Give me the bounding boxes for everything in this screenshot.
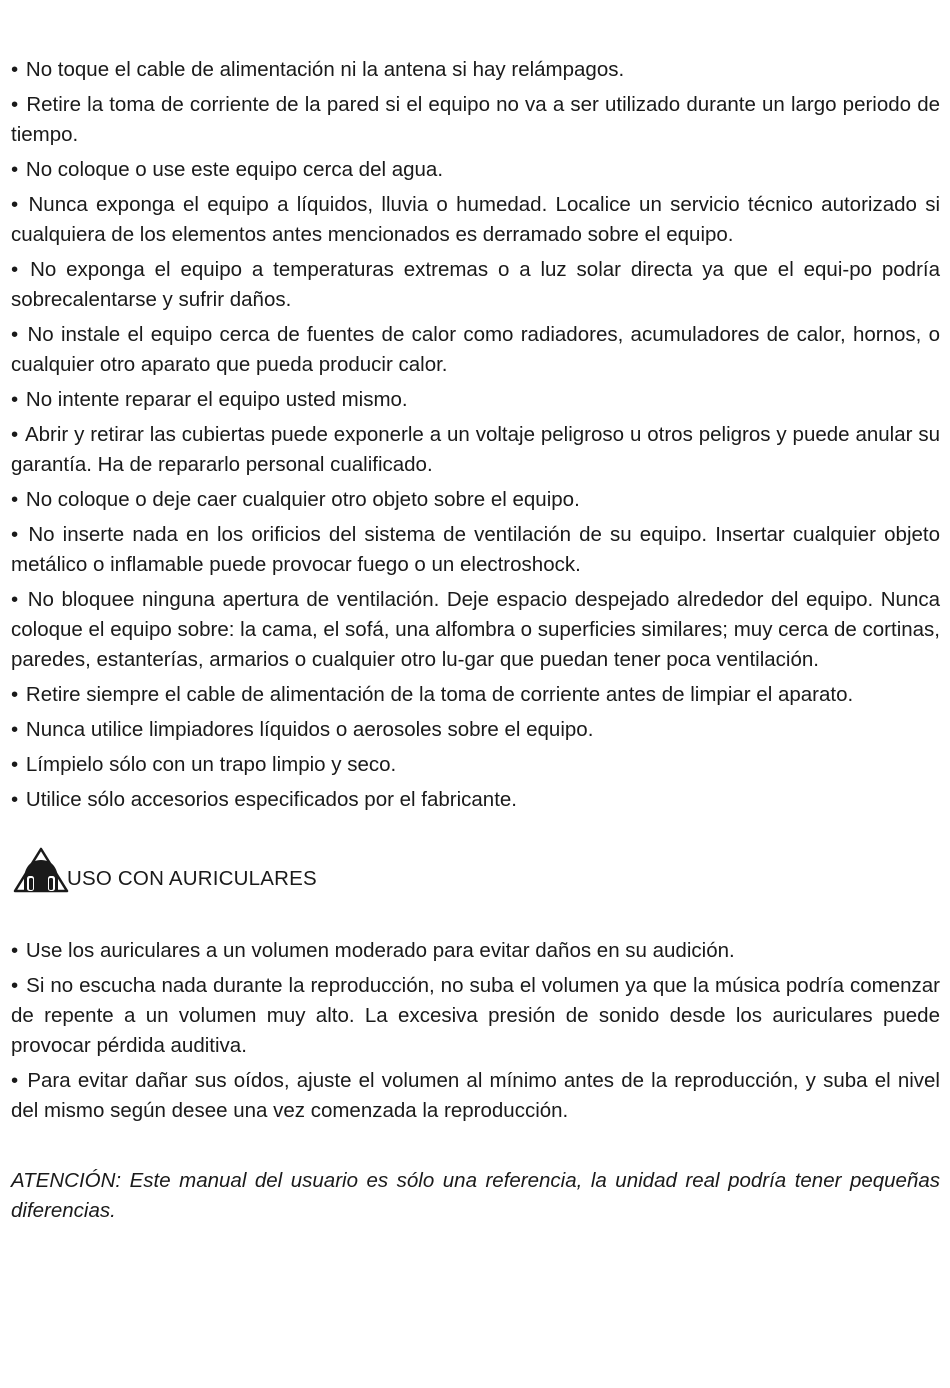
bullet-dot: • bbox=[11, 523, 19, 546]
list-item-text: Límpielo sólo con un trapo limpio y seco. bbox=[25, 753, 397, 776]
list-item-text: Use los auriculares a un volumen moderado para evitar daños en su audición. bbox=[25, 939, 735, 962]
list-item-text: Nunca utilice limpiadores líquidos o aerosoles sobre el equipo. bbox=[25, 718, 594, 741]
list-item bbox=[11, 936, 940, 966]
list-item-text: No inserte nada en los orificios del sistema de ventilación de su equipo. Insertar cualquier objeto metálico o inflamable puede provocar fuego o un electroshock. bbox=[11, 523, 940, 576]
list-item-text: Retire siempre el cable de alimentación de la toma de corriente antes de limpiar el aparato. bbox=[25, 683, 854, 706]
bullet-dot: • bbox=[11, 58, 19, 81]
list-item-text: No exponga el equipo a temperaturas extremas o a luz solar directa ya que el equi-po podría sobrecalentarse y sufrir daños. bbox=[11, 258, 940, 311]
list-item bbox=[11, 90, 940, 150]
bullet-dot: • bbox=[11, 718, 19, 741]
list-item bbox=[11, 680, 940, 710]
bullet-dot: • bbox=[11, 974, 19, 997]
bullet-dot: • bbox=[11, 939, 19, 962]
list-item bbox=[11, 1066, 940, 1126]
list-item-text: No bloquee ninguna apertura de ventilación. Deje espacio despejado alrededor del equipo. Nunca coloque el equipo sobre: la cama, el sofá, una alfombra o superficies similares; muy cerca de cortinas, paredes, estanterías, armarios o cualquier otro lu-gar que puedan tener poca ventilación. bbox=[11, 588, 940, 671]
section-title: USO CON AURICULARES bbox=[67, 867, 317, 890]
bullet-dot: • bbox=[11, 588, 19, 611]
bullet-dot: • bbox=[11, 258, 19, 281]
list-item bbox=[11, 585, 940, 675]
headphones-warning-icon bbox=[13, 847, 69, 893]
disclaimer-note: ATENCIÓN: Este manual del usuario es sólo una referencia, la unidad real podría tener pequeñas diferencias. bbox=[11, 1169, 940, 1222]
bullet-dot: • bbox=[11, 388, 19, 411]
list-item bbox=[11, 55, 940, 85]
document-page bbox=[11, 55, 940, 1247]
list-item bbox=[11, 715, 940, 745]
list-item-text: No toque el cable de alimentación ni la antena si hay relámpagos. bbox=[25, 58, 625, 81]
bullet-dot: • bbox=[11, 1069, 19, 1092]
list-item-text: Utilice sólo accesorios especificados por el fabricante. bbox=[25, 788, 517, 811]
list-item bbox=[11, 971, 940, 1061]
list-item-text: No coloque o deje caer cualquier otro objeto sobre el equipo. bbox=[25, 488, 580, 511]
bullet-dot: • bbox=[11, 788, 19, 811]
list-item bbox=[11, 785, 940, 815]
bullet-dot: • bbox=[11, 93, 19, 116]
list-item-text: Retire la toma de corriente de la pared si el equipo no va a ser utilizado durante un largo periodo de tiempo. bbox=[11, 93, 940, 146]
list-item-text: No intente reparar el equipo usted mismo. bbox=[25, 388, 408, 411]
list-item bbox=[11, 485, 940, 515]
list-item bbox=[11, 155, 940, 185]
bullet-dot: • bbox=[11, 323, 19, 346]
bullet-dot: • bbox=[11, 753, 19, 776]
list-item bbox=[11, 190, 940, 250]
list-item bbox=[11, 520, 940, 580]
headphones-list bbox=[11, 936, 940, 1126]
list-item-text: Abrir y retirar las cubiertas puede exponerle a un voltaje peligroso u otros peligros y puede anular su garantía. Ha de repararlo personal cualificado. bbox=[11, 423, 940, 476]
list-item-text: No instale el equipo cerca de fuentes de calor como radiadores, acumuladores de calor, hornos, o cualquier otro aparato que pueda producir calor. bbox=[11, 323, 940, 376]
section-heading bbox=[11, 843, 940, 893]
list-item-text: No coloque o use este equipo cerca del agua. bbox=[25, 158, 444, 181]
list-item bbox=[11, 385, 940, 415]
bullet-dot: • bbox=[11, 488, 19, 511]
safety-list bbox=[11, 55, 940, 815]
list-item-text: Si no escucha nada durante la reproducción, no suba el volumen ya que la música podría comenzar de repente a un volumen muy alto. La excesiva presión de sonido desde los auriculares puede provocar pérdida auditiva. bbox=[11, 974, 941, 1057]
list-item bbox=[11, 255, 940, 315]
list-item bbox=[11, 320, 940, 380]
bullet-dot: • bbox=[11, 423, 19, 446]
list-item bbox=[11, 420, 940, 480]
bullet-dot: • bbox=[11, 683, 19, 706]
list-item-text: Nunca exponga el equipo a líquidos, lluvia o humedad. Localice un servicio técnico autorizado si cualquiera de los elementos antes mencionados es derramado sobre el equipo. bbox=[11, 193, 940, 246]
list-item-text: Para evitar dañar sus oídos, ajuste el volumen al mínimo antes de la reproducción, y suba el nivel del mismo según desee una vez comenzada la reproducción. bbox=[11, 1069, 940, 1122]
list-item bbox=[11, 750, 940, 780]
bullet-dot: • bbox=[11, 158, 19, 181]
bullet-dot: • bbox=[11, 193, 19, 216]
